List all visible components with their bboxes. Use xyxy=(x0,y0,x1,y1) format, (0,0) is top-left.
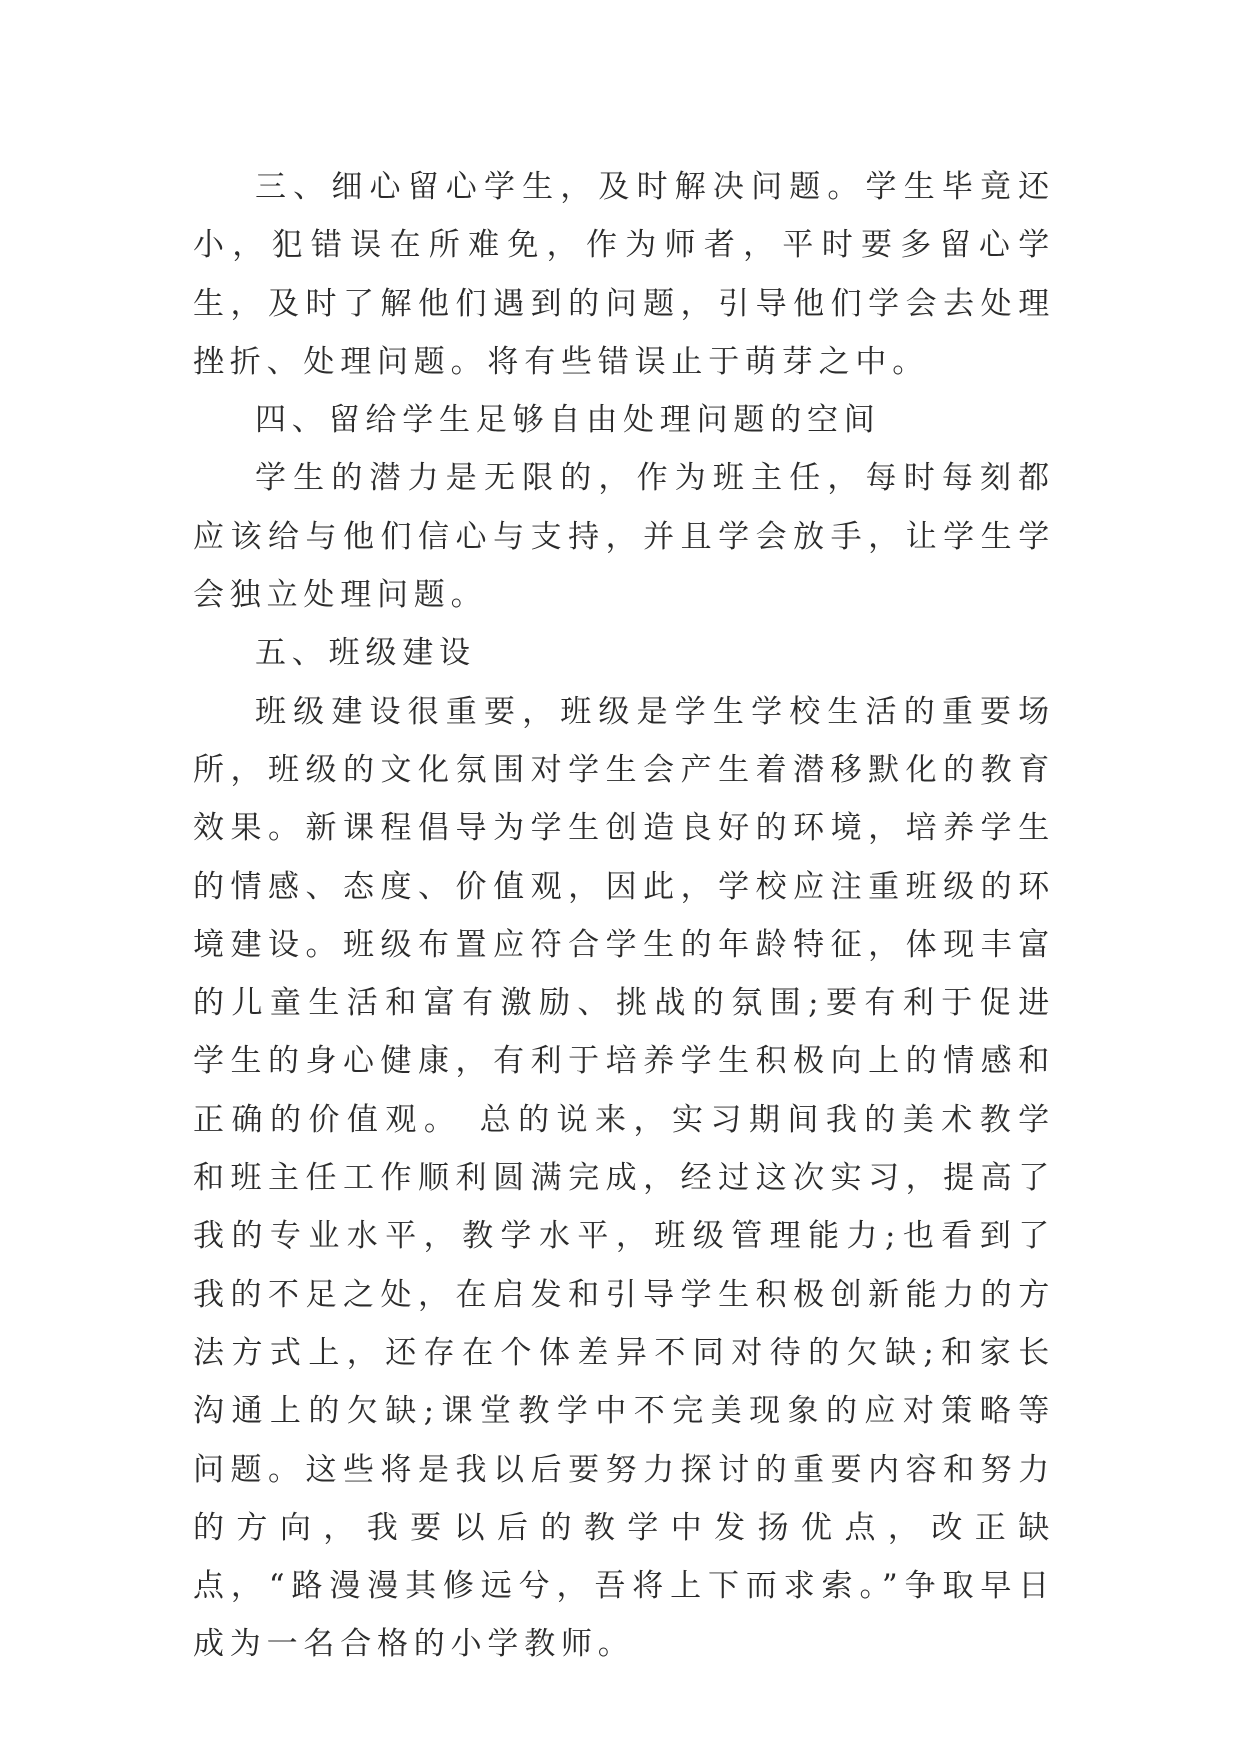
paragraph-section-four: 学生的潜力是无限的，作为班主任，每时每刻都应该给与他们信心与支持，并且学会放手，让学生学会独立处理问题。 xyxy=(193,460,1055,614)
heading-section-five: 五、班级建设 xyxy=(255,635,476,672)
paragraph-section-five: 班级建设很重要，班级是学生学校生活的重要场所，班级的文化氛围对学生会产生着潜移默化的教育效果。新课程倡导为学生创造良好的环境，培养学生的情感、态度、价值观，因此，学校应注重班级的环境建设。班级布置应符合学生的年龄特征，体现丰富的儿童生活和富有激励、挑战的氛围;要有利于促进学生的身心健康，有利于培养学生积极向上的情感和正确的价值观。 总的说来，实习期间我的美术教学和班主任工作顺利圆满完成，经过这次实习，提高了我的专业水平，教学水平，班级管理能力;也看到了我的不足之处，在启发和引导学生积极创新能力的方法方式上，还存在个体差异不同对待的欠缺;和家长沟通上的欠缺;课堂教学中不完美现象的应对策略等问题。这些将是我以后要努力探讨的重要内容和努力的方向，我要以后的教学中发扬优点，改正缺点，“路漫漫其修远兮，吾将上下而求索。”争取早日成为一名合格的小学教师。 xyxy=(193,693,1055,1663)
document-body xyxy=(193,158,1055,1674)
paragraph-section-three: 三、细心留心学生，及时解决问题。学生毕竟还小，犯错误在所难免，作为师者，平时要多留心学生，及时了解他们遇到的问题，引导他们学会去处理挫折、处理问题。将有些错误止于萌芽之中。 xyxy=(193,169,1055,380)
heading-section-four: 四、留给学生足够自由处理问题的空间 xyxy=(255,402,881,439)
